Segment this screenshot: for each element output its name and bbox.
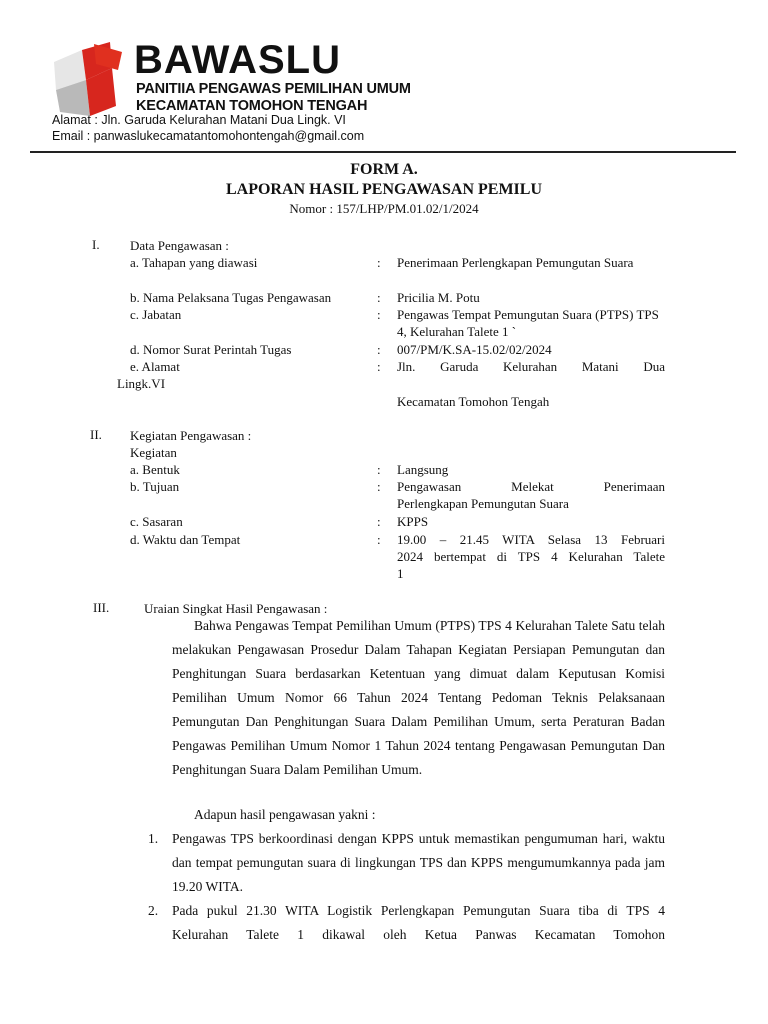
org-sub-line1: PANITIIA PENGAWAS PEMILIHAN UMUM xyxy=(136,81,411,97)
row-colon: : xyxy=(377,342,381,357)
intro-text: Adapun hasil pengawasan yakni : xyxy=(194,807,376,822)
row-label: d. Waktu dan Tempat xyxy=(130,532,241,547)
row-colon: : xyxy=(377,514,381,529)
row-value: 19.00 – 21.45 WITA Selasa 13 Februari xyxy=(397,532,665,547)
row-label: e. Alamat xyxy=(130,359,180,374)
address-wrap: Lingk.VI xyxy=(117,376,166,391)
section1-number: I. xyxy=(92,237,100,252)
section1-row-a xyxy=(0,254,768,288)
bawaslu-logo-icon xyxy=(46,40,130,120)
address-line2: Kecamatan Tomohon Tengah xyxy=(397,394,550,409)
row-colon: : xyxy=(377,307,381,322)
form-subtitle: LAPORAN HASIL PENGAWASAN PEMILU xyxy=(225,181,543,198)
row-colon: : xyxy=(377,255,381,270)
list-item: Pengawas TPS berkoordinasi dengan KPPS untuk memastikan pengumuman hari, waktu dan tempat pemungutan suara di lingkungan TPS dan KPPS mengumumkannya pada jam 19.20 WITA. xyxy=(172,831,665,894)
org-sub-line2: KECAMATAN TOMOHON TENGAH xyxy=(136,98,368,114)
row-colon: : xyxy=(377,290,381,305)
section2-subheading: Kegiatan xyxy=(130,445,177,460)
row-label: b. Tujuan xyxy=(130,479,180,494)
row-value: Langsung xyxy=(397,462,449,477)
list-item: Pada pukul 21.30 WITA Logistik Perlengkapan Pemungutan Suara tiba di TPS 4 Kelurahan Talete 1 dikawal oleh Ketua Panwas Kecamatan Tomohon xyxy=(172,903,665,942)
row-value-cont2: 1 xyxy=(397,566,404,581)
org-address: Alamat : Jln. Garuda Kelurahan Matani Dua Lingk. VI xyxy=(52,113,346,127)
row-value: Pricilia M. Potu xyxy=(397,290,480,305)
list-item-number: 1. xyxy=(148,831,159,846)
org-email: Email : panwaslukecamatantomohontengah@gmail.com xyxy=(52,129,365,143)
form-number: Nomor : 157/LHP/PM.01.02/1/2024 xyxy=(289,201,479,216)
row-value: KPPS xyxy=(397,514,429,529)
row-label: b. Nama Pelaksana Tugas Pengawasan xyxy=(130,290,332,305)
section3-number: III. xyxy=(93,600,110,615)
section3-intro xyxy=(172,803,665,827)
row-value: Pengawasan Melekat Penerimaan xyxy=(397,479,665,494)
org-name: BAWASLU xyxy=(134,38,341,82)
row-value: Penerimaan Perlengkapan Pemungutan Suara xyxy=(397,255,634,270)
row-value-cont: Perlengkapan Pemungutan Suara xyxy=(397,496,569,511)
section2-row-d xyxy=(0,531,768,583)
row-value: Jln. Garuda Kelurahan Matani Dua xyxy=(397,359,665,374)
row-colon: : xyxy=(377,462,381,477)
list-item-number: 2. xyxy=(148,903,159,918)
row-colon: : xyxy=(377,479,381,494)
section2-row-b xyxy=(0,478,768,512)
section1-heading: Data Pengawasan : xyxy=(130,238,229,253)
row-label: c. Jabatan xyxy=(130,307,182,322)
letterhead xyxy=(46,36,736,156)
section2-heading: Kegiatan Pengawasan : xyxy=(130,428,252,443)
row-label: d. Nomor Surat Perintah Tugas xyxy=(130,342,292,357)
row-value-cont: 2024 bertempat di TPS 4 Kelurahan Talete xyxy=(397,549,665,564)
row-label: c. Sasaran xyxy=(130,514,183,529)
letterhead-divider xyxy=(30,151,736,153)
row-colon: : xyxy=(377,532,381,547)
section2-number: II. xyxy=(90,427,102,442)
row-value: 007/PM/K.SA-15.02/02/2024 xyxy=(397,342,552,357)
row-label: a. Tahapan yang diawasi xyxy=(130,255,258,270)
row-label: a. Bentuk xyxy=(130,462,180,477)
section3-paragraph xyxy=(172,614,665,782)
paragraph-text: Bahwa Pengawas Tempat Pemilihan Umum (PTPS) TPS 4 Kelurahan Talete Satu telah melakukan Pengawasan Prosedur Dalam Tahapan Kegiatan Persiapan Pemungutan dan Penghitungan Suara berdasarkan Ketentuan yang dimuat dalam Keputusan Komisi Pemilihan Umum Nomor 66 Tahun 2024 Tentang Pedoman Teknis Pelaksanaan Pemungutan Dan Penghitungan Suara Dalam Pemilihan Umum, serta Peraturan Badan Pengawas Pemilihan Umum Nomor 1 Tahun 2024 tentang Pengawasan Pemungutan Dan Penghitungan Suara Dalam Pemilihan Umum. xyxy=(172,618,665,777)
row-value: Pengawas Tempat Pemungutan Suara (PTPS) TPS 4, Kelurahan Talete 1 ` xyxy=(397,307,659,339)
row-colon: : xyxy=(377,359,381,374)
form-title: FORM A. xyxy=(350,161,418,178)
section3-heading: Uraian Singkat Hasil Pengawasan : xyxy=(144,601,328,616)
